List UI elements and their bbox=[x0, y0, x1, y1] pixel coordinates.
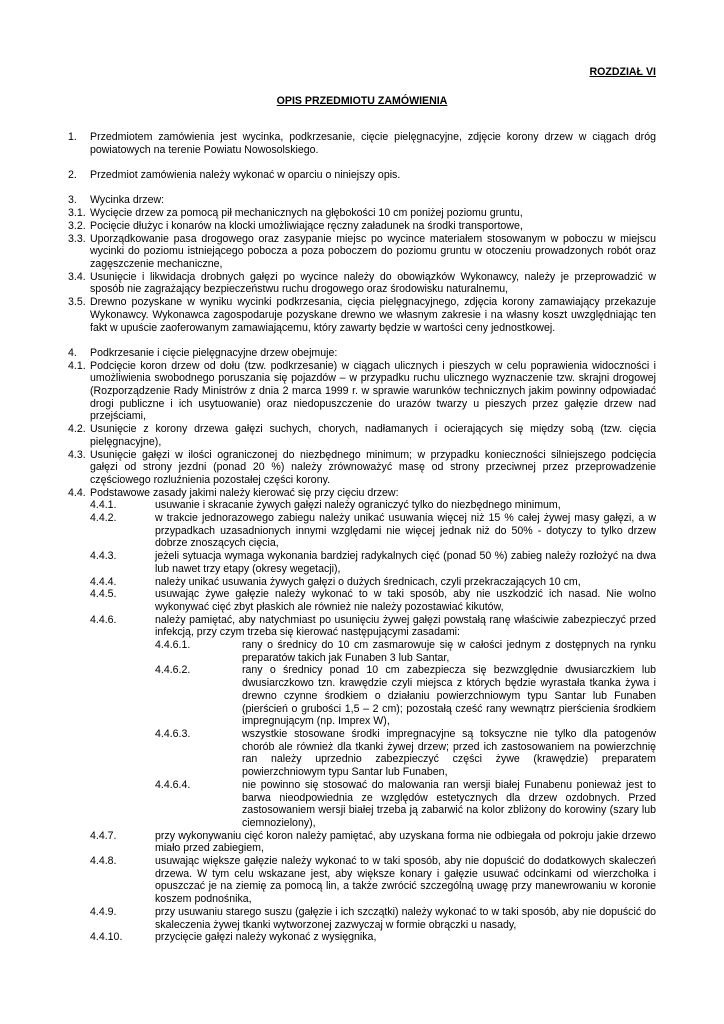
item-number: 4.2. bbox=[68, 423, 86, 436]
item-number: 3.1. bbox=[68, 207, 86, 220]
list-item bbox=[68, 347, 656, 360]
item-number: 4.4.6.2. bbox=[155, 664, 191, 677]
item-text: Przedmiot zamówienia należy wykonać w oparciu o niniejszy opis. bbox=[90, 169, 401, 182]
list-item bbox=[68, 423, 656, 448]
item-number: 3.5. bbox=[68, 296, 86, 309]
item-number: 4.4.6. bbox=[90, 613, 117, 626]
list-item bbox=[68, 576, 656, 589]
item-text: Przedmiotem zamówienia jest wycinka, podkrzesanie, cięcie pielęgnacyjne, zdjęcie korony drzew w ciągach dróg powiatowych na terenie Powiatu Nowosolskiego. bbox=[90, 131, 656, 156]
item-text: Podkrzesanie i cięcie pielęgnacyjne drzew obejmuje: bbox=[90, 346, 338, 359]
item-text: Usunięcie i likwidacja drobnych gałęzi po wycince należy do obowiązków Wykonawcy, należy je przeprowadzić w sposób nie zagrażający bezpieczeństwu ruchu drogowego oraz środowisku naturalnemu, bbox=[90, 270, 656, 296]
list-item bbox=[68, 360, 656, 424]
list-item bbox=[68, 499, 656, 512]
list-item bbox=[68, 614, 656, 639]
document-title: OPIS PRZEDMIOTU ZAMÓWIENIA bbox=[276, 95, 448, 107]
item-number: 4.4.2. bbox=[90, 512, 117, 525]
item-text: przy wykonywaniu cięć koron należy pamiętać, aby uzyskana forma nie odbiegała od pokroju jakie drzewo miało przed zabiegiem, bbox=[155, 829, 656, 855]
list-item bbox=[68, 233, 656, 271]
list-item bbox=[68, 931, 656, 944]
item-number: 4.4.1. bbox=[90, 499, 117, 512]
list-item bbox=[68, 194, 656, 207]
item-text: rany o średnicy ponad 10 cm zabezpiecza się bezwzględnie dwusiarczkiem lub dwusiarczkowo tzn. krawędzie czyli miejsca z których będzie wyrastała tkanka żywa i drewno czynne środkiem o działaniu powierzchniowym typu Santar lub Funaben (pierścień o grubości 1,5 – 2 cm); pozostałą cześć rany wewnątrz pierścienia środkiem impregnującym (np. Imprex W), bbox=[242, 664, 656, 728]
list-item bbox=[68, 207, 656, 220]
item-text: wszystkie stosowane środki impregnacyjne są toksyczne nie tylko dla patogenów chorób ale również dla tkanki żywej drzew; przed ich zastosowaniem na powierzchnię ran należy uprzednio zabezpieczyć części żywe (krawędzie) preparatem powierzchniowym typu Santar lub Funaben, bbox=[242, 728, 656, 779]
item-number: 4.4.9. bbox=[90, 905, 117, 918]
item-number: 4. bbox=[68, 346, 77, 359]
item-text: usuwanie i skracanie żywych gałęzi należy ograniczyć tylko do niezbędnego minimum, bbox=[155, 499, 561, 512]
list-item bbox=[68, 906, 656, 931]
chapter-heading: ROZDZIAŁ VI bbox=[589, 66, 656, 78]
list-item bbox=[68, 271, 656, 296]
item-text: Podcięcie koron drzew od dołu (tzw. podkrzesanie) w ciągach ulicznych i pieszych w celu poprawienia widoczności i umożliwienia swobodnego poruszania się pojazdów – w przypadku ruchu ulicznego wyznaczenie tzw. skrajni drogowej (Rozporządzenie Rady Ministrów z dnia 2 marca 1999 r. w sprawie warunków technicznych jakim powinny odpowiadać drogi publiczne i ich usytuowanie) oraz niedopuszczenie do urazów twarzy u pieszych przez gałęzie drzew nad przejściami, bbox=[90, 359, 656, 423]
item-text: usuwając żywe gałęzie należy wykonać to w taki sposób, aby nie uszkodzić ich nasad. Nie wolno wykonywać cięć zbyt płaskich ale również nie należy pozostawiać kikutów, bbox=[155, 588, 656, 613]
list-item bbox=[68, 220, 656, 233]
item-text: Usunięcie gałęzi w ilości ograniczonej do niezbędnego minimum; w przypadku konieczności silniejszego podcięcia gałęzi od strony jezdni (ponad 20 %) należy zrównoważyć masę od strony przeciwnej przez przeprowadzenie częściowego rozluźnienia pozostałej części korony. bbox=[90, 448, 656, 486]
list-item bbox=[68, 296, 656, 334]
item-number: 4.4.4. bbox=[90, 575, 117, 588]
item-number: 4.4.6.3. bbox=[155, 728, 191, 740]
item-text: należy pamiętać, aby natychmiast po usunięciu żywej gałęzi powstałą ranę właściwie zabezpieczyć przed infekcją, przy czym trzeba się kierować następującymi zasadami: bbox=[155, 613, 656, 639]
item-number: 2. bbox=[68, 169, 77, 182]
list-item bbox=[68, 487, 656, 500]
item-text: jeżeli sytuacja wymaga wykonania bardziej radykalnych cięć (ponad 50 %) zabieg należy rozłożyć na dwa lub nawet trzy etapy (okresy wegetacji), bbox=[155, 550, 656, 575]
list-item bbox=[68, 855, 656, 906]
item-number: 4.4.10. bbox=[90, 931, 123, 944]
item-text: w trakcie jednorazowego zabiegu należy unikać usuwania więcej niż 15 % całej żywej masy gałęzi, a w przypadkach uzasadnionych innymi względami nie więcej jednak niż do 50% - dotyczy to tylko drzew dobrze znoszących cięcia, bbox=[155, 512, 656, 550]
item-text: usuwając większe gałęzie należy wykonać to w taki sposób, aby nie dopuścić do dodatkowych skaleczeń drzewa. W tym celu wskazane jest, aby większe konary i gałęzie usuwać odcinkami od wierzchołka i opuszczać je na ziemię za pomocą lin, a także zwrócić szczególną uwagę przy manewrowaniu w koronie koszem podnośnika, bbox=[155, 855, 656, 906]
item-text: nie powinno się stosować do malowania ran wersji białej Funabenu ponieważ jest to barwa nieodpowiednia ze względów estetycznych dla drzew ozdobnych. Przed zastosowaniem wersji białej trzeba ją zabarwić na kolor zbliżony do korowiny (szary lub ciemnozielony), bbox=[242, 778, 656, 829]
document-body bbox=[68, 131, 656, 944]
item-text: rany o średnicy do 10 cm zasmarowuje się w całości jednym z dostępnych na rynku preparatów takich jak Funaben 3 lub Santar, bbox=[242, 639, 656, 664]
item-number: 4.4.3. bbox=[90, 550, 117, 563]
item-text: Uporządkowanie pasa drogowego oraz zasypanie miejsc po wycince materiałem stosowanym w poboczu w miejscu wycinki do poziomu istniejącego pobocza a poza poboczem do poziomu gruntu w otoczeniu prowadzonych robót oraz zagęszczenie mechaniczne, bbox=[90, 232, 656, 270]
item-text: Usunięcie z korony drzewa gałęzi suchych, chorych, nadłamanych i ocierających się między sobą (tzw. cięcia pielęgnacyjne), bbox=[90, 423, 656, 448]
item-number: 4.3. bbox=[68, 448, 86, 461]
list-item bbox=[68, 779, 656, 830]
list-item bbox=[68, 588, 656, 613]
item-number: 4.4.7. bbox=[90, 829, 117, 842]
item-number: 4.4. bbox=[68, 486, 86, 499]
list-item bbox=[68, 449, 656, 487]
item-number: 4.4.6.1. bbox=[155, 639, 191, 652]
item-text: należy unikać usuwania żywych gałęzi o dużych średnicach, czyli przekraczających 10 cm, bbox=[155, 575, 581, 588]
list-item bbox=[68, 131, 656, 156]
list-item bbox=[68, 728, 656, 779]
item-text: Drewno pozyskane w wyniku wycinki podkrzesania, cięcia pielęgnacyjnego, zdjęcia korony zamawiający przekazuje Wykonawcy. Wykonawca zagospodaruje pozyskane drewno we własnym zakresie i na własny koszt uwzględniając ten fakt w upuście zaoferowanym zamawiającemu, który zawarty będzie w wartości ceny jednostkowej. bbox=[90, 296, 656, 334]
list-item bbox=[68, 512, 656, 550]
item-text: przycięcie gałęzi należy wykonać z wysięgnika, bbox=[155, 931, 377, 944]
list-item bbox=[68, 639, 656, 664]
item-number: 3.3. bbox=[68, 232, 86, 245]
item-number: 4.4.6.4. bbox=[155, 778, 191, 791]
item-number: 3.4. bbox=[68, 270, 86, 283]
item-number: 4.4.8. bbox=[90, 855, 117, 868]
item-number: 4.4.5. bbox=[90, 588, 117, 601]
item-text: Wycinka drzew: bbox=[90, 194, 165, 207]
list-item bbox=[68, 169, 656, 182]
item-number: 1. bbox=[68, 131, 77, 143]
item-text: Podstawowe zasady jakimi należy kierować się przy cięciu drzew: bbox=[90, 486, 399, 499]
item-number: 3. bbox=[68, 194, 77, 207]
list-item bbox=[68, 550, 656, 575]
list-item bbox=[68, 830, 656, 855]
item-text: przy usuwaniu starego suszu (gałęzie i ich szczątki) należy wykonać to w taki sposób, aby nie dopuścić do skaleczenia żywej tkanki wytworzonej zazwyczaj w formie obrączki u nasady, bbox=[155, 905, 656, 931]
item-text: Wycięcie drzew za pomocą pił mechanicznych na głębokości 10 cm poniżej poziomu gruntu, bbox=[90, 207, 523, 220]
list-item bbox=[68, 664, 656, 728]
item-number: 4.1. bbox=[68, 359, 86, 372]
item-number: 3.2. bbox=[68, 219, 86, 232]
item-text: Pocięcie dłużyc i konarów na klocki umożliwiające ręczny załadunek na środki transportowe, bbox=[90, 219, 523, 232]
